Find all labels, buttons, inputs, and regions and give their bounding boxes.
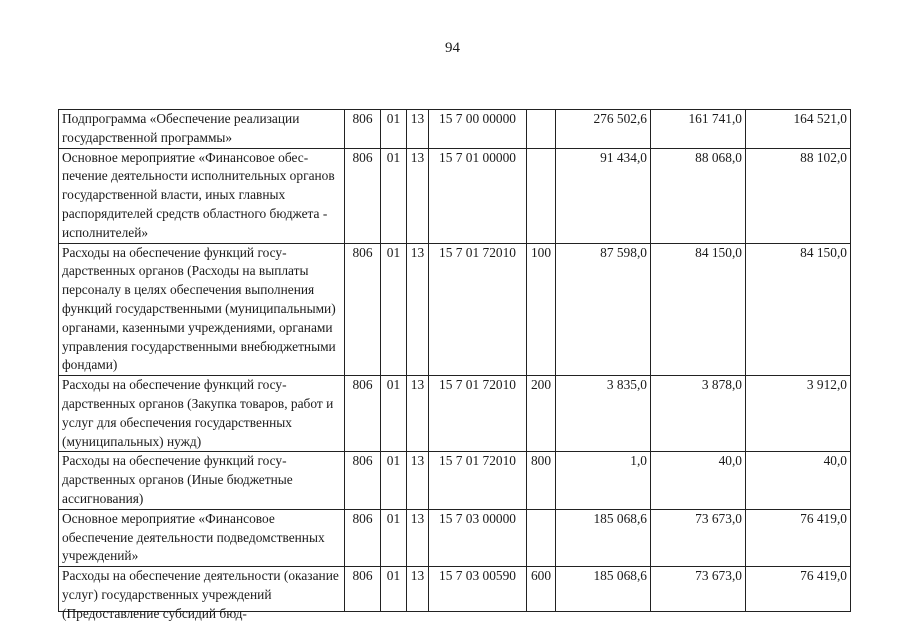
target-article-cell: 15 7 03 00590 xyxy=(429,567,527,612)
amount-year2-cell: 84 150,0 xyxy=(651,243,746,376)
target-article-cell: 15 7 00 00000 xyxy=(429,110,527,149)
amount-year1-cell: 87 598,0 xyxy=(556,243,651,376)
target-article-cell: 15 7 01 72010 xyxy=(429,452,527,509)
section-code-cell: 01 xyxy=(381,110,407,149)
amount-year2-cell: 73 673,0 xyxy=(651,509,746,566)
amount-year2-cell: 3 878,0 xyxy=(651,376,746,452)
amount-year3-cell: 88 102,0 xyxy=(746,148,851,243)
amount-year1-cell: 91 434,0 xyxy=(556,148,651,243)
section-code-cell: 01 xyxy=(381,567,407,612)
budget-table-body xyxy=(59,110,851,621)
target-article-cell: 15 7 03 00000 xyxy=(429,509,527,566)
ved-code-cell: 806 xyxy=(345,567,381,612)
amount-year2-cell: 88 068,0 xyxy=(651,148,746,243)
amount-year3-cell: 84 150,0 xyxy=(746,243,851,376)
row-name-cell: Основное мероприятие «Финансовое обеспечение деятельности подведомственных учреждений» xyxy=(59,509,345,566)
expense-type-cell xyxy=(527,148,556,243)
amount-year3-cell: 40,0 xyxy=(746,452,851,509)
expense-type-cell: 200 xyxy=(527,376,556,452)
table-row xyxy=(59,376,851,452)
row-name-cell xyxy=(59,567,345,621)
section-code-cell: 01 xyxy=(381,376,407,452)
table-row xyxy=(59,148,851,243)
section-code-cell: 01 xyxy=(381,148,407,243)
table-row xyxy=(59,452,851,509)
expense-type-cell: 600 xyxy=(527,567,556,612)
row-name-cell: Расходы на обеспечение функций государственных органов (Расходы на выплаты персоналу в целях обеспечения выполнения функций государственными (муниципальными) органами, казенными учреждениями, органами управления государственными внебюджетными фондами) xyxy=(59,243,345,376)
subsection-code-cell: 13 xyxy=(407,243,429,376)
amount-year3-cell: 164 521,0 xyxy=(746,110,851,149)
target-article-cell: 15 7 01 00000 xyxy=(429,148,527,243)
amount-year3-cell: 76 419,0 xyxy=(746,567,851,612)
amount-year3-cell: 3 912,0 xyxy=(746,376,851,452)
ved-code-cell: 806 xyxy=(345,110,381,149)
subsection-code-cell: 13 xyxy=(407,148,429,243)
expense-type-cell: 800 xyxy=(527,452,556,509)
row-name-cell: Основное мероприятие «Финансовое обеспечение деятельности исполнительных органов государственной власти, иных главных распорядителей средств областного бюджета - исполнителей» xyxy=(59,148,345,243)
section-code-cell: 01 xyxy=(381,243,407,376)
subsection-code-cell: 13 xyxy=(407,452,429,509)
amount-year1-cell: 3 835,0 xyxy=(556,376,651,452)
expense-type-cell xyxy=(527,509,556,566)
ved-code-cell: 806 xyxy=(345,243,381,376)
row-name-cell: Расходы на обеспечение функций государственных органов (Иные бюджетные ассигнования) xyxy=(59,452,345,509)
subsection-code-cell: 13 xyxy=(407,376,429,452)
amount-year1-cell: 185 068,6 xyxy=(556,567,651,612)
row-name-cell: Подпрограмма «Обеспечение реализации государственной программы» xyxy=(59,110,345,149)
amount-year2-cell: 161 741,0 xyxy=(651,110,746,149)
section-code-cell: 01 xyxy=(381,509,407,566)
subsection-code-cell: 13 xyxy=(407,567,429,612)
row-name-text: Расходы на обеспечение деятельности (оказание услуг) государственных учреждений (Предоставление субсидий бюд- xyxy=(62,568,339,621)
table-row xyxy=(59,110,851,149)
ved-code-cell: 806 xyxy=(345,148,381,243)
ved-code-cell: 806 xyxy=(345,509,381,566)
section-code-cell: 01 xyxy=(381,452,407,509)
amount-year2-cell: 73 673,0 xyxy=(651,567,746,612)
page-number: 94 xyxy=(445,40,460,56)
amount-year2-cell: 40,0 xyxy=(651,452,746,509)
ved-code-cell: 806 xyxy=(345,452,381,509)
target-article-cell: 15 7 01 72010 xyxy=(429,243,527,376)
ved-code-cell: 806 xyxy=(345,376,381,452)
expense-type-cell: 100 xyxy=(527,243,556,376)
table-row xyxy=(59,243,851,376)
table-row xyxy=(59,509,851,566)
budget-table xyxy=(58,109,851,621)
row-name-cell: Расходы на обеспечение функций государственных органов (Закупка товаров, работ и услуг для обеспечения государственных (муниципальных) нужд) xyxy=(59,376,345,452)
expense-type-cell xyxy=(527,110,556,149)
amount-year1-cell: 276 502,6 xyxy=(556,110,651,149)
amount-year1-cell: 185 068,6 xyxy=(556,509,651,566)
table-row xyxy=(59,567,851,612)
amount-year3-cell: 76 419,0 xyxy=(746,509,851,566)
subsection-code-cell: 13 xyxy=(407,110,429,149)
subsection-code-cell: 13 xyxy=(407,509,429,566)
target-article-cell: 15 7 01 72010 xyxy=(429,376,527,452)
amount-year1-cell: 1,0 xyxy=(556,452,651,509)
